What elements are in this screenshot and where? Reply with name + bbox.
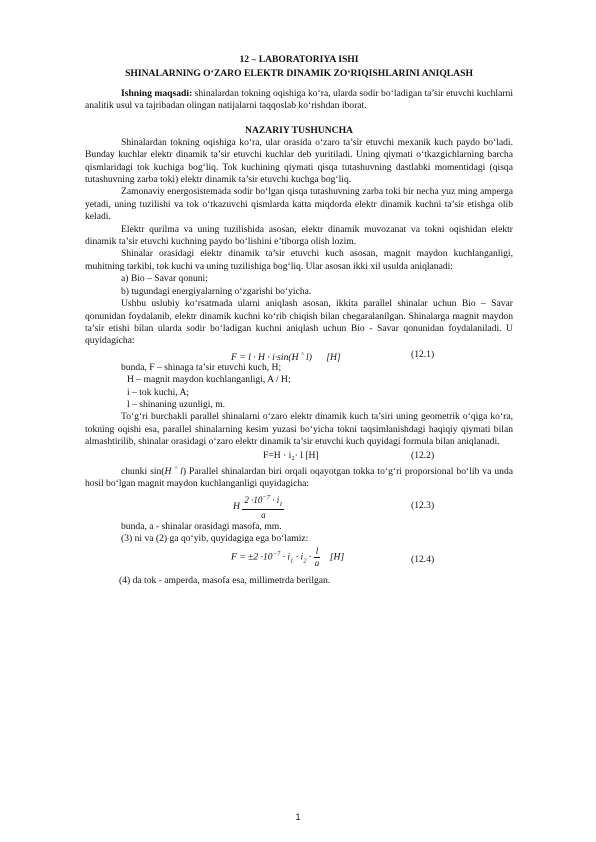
formula-12-2-number: (12.2) (411, 449, 435, 461)
aim-text: shinalardan tokning oqishiga ko‘ra, ularda sodir bo‘ladigan ta’sir etuvchi kuchlarni analitik usul va tajribadan olingan natijalarni taqqoslab ko‘rishdan iborat. (85, 88, 513, 112)
formula-12-2-expr: F=H · i₂· l [H] (263, 449, 319, 461)
formula-12-4-expr: $F = \pm 2 \cdot 10^{-7} \cdot i_1 \cdot i_2$ · $\frac{l}{a}$ [H] (231, 546, 345, 569)
formula-12-1-number: (12.1) (411, 348, 435, 360)
paragraph-3: Elektr qurilma va uning tuzilishida asosan, elektr dinamik muvozanat va tokni oqishidan elektr dinamik ta’sir etuvchi kuchning paydo bo‘lishini e’tiborga olish lozim. (85, 223, 513, 248)
where-line-5: bunda, a - shinalar orasidagi masofa, mm. (121, 520, 282, 532)
paragraph-4: Shinalar orasidagi elektr dinamik ta’sir etuvchi kuch asosan, magnit maydon kuchlanganligi, muhitning tarkibi, tok kuchi va uning tuzilishiga bog‘liq. Ular asosan ikki xil usulda aniqlanadi: (85, 248, 513, 272)
paragraph-2: Zamonaviy energosistemada sodir bo‘lgan qisqa tutashuvning zarba toki bir necha yuz ming amperga yetadi, uning tuzilishi va tok o‘tkazuvchi qismlarda katta miqdorda elektr dinamik kuchni ta’sir etishga olib keladi. (85, 186, 513, 223)
document-page (85, 54, 513, 588)
main-title: SHINALARNING O‘ZARO ELEKTR DINAMIK ZO‘RIQISHLARINI ANIQLASH (125, 68, 473, 79)
aim-label: Ishning maqsadi: (121, 88, 193, 99)
formula-12-3-expr: H $\frac{2 \cdot 10^{-7} \cdot i_1}{a}$ (233, 493, 283, 521)
paragraph-8: (3) ni va (2) ga qo‘yib, quyidagiga ega bo‘lamiz: (121, 532, 309, 544)
formula-12-2 (85, 449, 513, 463)
page-number: 1 (295, 812, 301, 822)
paragraph-1: Shinalardan tokning oqishiga ko‘ra, ular orasida o‘zaro ta’sir etuvchi mexanik kuch paydo bo‘ladi. Bunday kuchlar elektr dinamik ta’sir etuvchi kuchlar deb yuritiladi. Uning qiymati o‘tkazgichlarning barcha qismlaridagi tok kuchiga bog‘liq. Tok kuchining qiymati qisqa tutashuvning dastlabki momentidagi (qisqa tutashuvning zarba toki) elektr dinamik ta’sir etuvchi kuchga bog‘liq. (85, 136, 513, 186)
formula-12-1-expr: F = l · H · i·sin(H ^ l) [H] (231, 350, 341, 363)
formula-12-1 (85, 348, 513, 362)
paragraph-9: (4) da tok - amperda, masofa esa, millimetrda berilgan. (119, 575, 331, 587)
section-title: NAZARIY TUSHUNCHA (245, 124, 353, 136)
list-item-a: a) Bio – Savar qonuni; (121, 273, 208, 285)
paragraph-6: To‘g‘ri burchakli parallel shinalarni o‘zaro elektr dinamik kuch ta’siri uning geometrik o‘qiga ko‘ra, tokning oqishi esa, parallel shinalarning kesim yuzasi bo‘yicha tokni taqsimlanishdagi haqiqiy qiymati bilan almashtirilib, shinalar orasidagi o‘zaro elektr dinamik ta’sir etuvchi kuch quyidagi formula bilan aniqlanadi. (85, 411, 513, 448)
aim-paragraph (85, 88, 513, 113)
paragraph-7-start: chunki sin( (121, 465, 165, 477)
where-line-2: H – magnit maydon kuchlanganligi, A / H; (127, 374, 291, 386)
formula-12-4-number: (12.4) (411, 554, 435, 566)
formula-12-3-number: (12.3) (411, 499, 435, 511)
lab-title: 12 – LABORATORIYA ISHI (239, 54, 359, 65)
paragraph-7-end: ) Parallel shinalardan biri orqali oqayotgan tokka to‘g‘ri proporsional bo‘lib va unda hosil bo‘lgan magnit maydon kuchlanganligi quyidagicha: (85, 465, 513, 490)
where-line-4: l – shinaning uzunligi, m. (127, 398, 226, 410)
paragraph-7: chunki sin(H ^ l) Parallel shinalardan biri orqali oqayotgan tokka to‘g‘ri proporsional bo‘lib va unda hosil bo‘lgan magnit maydon kuchlanganligi quyidagicha: (85, 464, 513, 490)
paragraph-5: Ushbu uslubiy ko‘rsatmada ularni aniqlash asosan, ikkita parallel shinalar uchun Bio – Savar qonunidan foydalanib, elektr dinamik kuchni ko‘rib chiqish bilan chegaralanilgan. Shinalarga magnit maydon ta’sir etishi bilan ularda sodir bo‘ladigan kuchni aniqlash uchun Bio - Savar qonunidan foydalaniladi. U quyidagicha: (85, 298, 513, 347)
where-line-3: i – tok kuchi, A; (127, 386, 190, 398)
list-item-b: b) tugundagi energiyalarning o‘zgarishi bo‘yicha. (121, 285, 312, 297)
where-line-1: bunda, F – shinaga ta’sir etuvchi kuch, H; (121, 361, 282, 373)
formula-12-4 (85, 545, 513, 575)
formula-12-3 (85, 491, 513, 521)
